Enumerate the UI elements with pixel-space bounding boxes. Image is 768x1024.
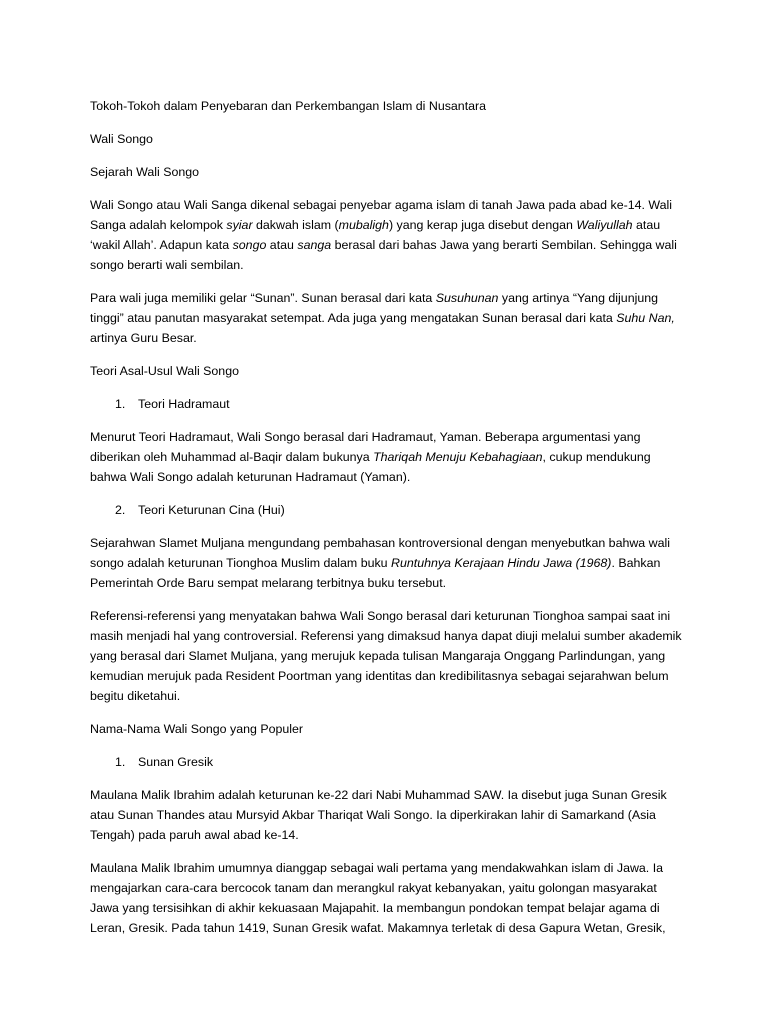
list-label: Teori Hadramaut	[138, 397, 230, 411]
text: dakwah islam (	[252, 218, 339, 232]
list-item-teori-hadramaut	[90, 394, 682, 414]
document-title: Tokoh-Tokoh dalam Penyebaran dan Perkembangan Islam di Nusantara	[90, 99, 487, 113]
italic-term: Susuhunan	[435, 291, 499, 305]
paragraph-intro	[90, 195, 682, 275]
heading-nama-nama: Nama-Nama Wali Songo yang Populer	[90, 722, 304, 736]
paragraph-referensi: Referensi-referensi yang menyatakan bahwa Wali Songo berasal dari keturunan Tionghoa sampai saat ini masih menjadi hal yang controversial. Referensi yang dimaksud hanya dapat diuji melalui sumber akademik yang berasal dari Slamet Muljana, yang merujuk kepada tulisan Mangaraja Onggang Parlindungan, yang kemudian merujuk pada Resident Poortman yang identitas dan kredibilitasnya sebagai sejarahwan belum begitu diketahui.	[90, 609, 682, 703]
heading-sejarah: Sejarah Wali Songo	[90, 165, 200, 179]
list-number: 1.	[115, 397, 126, 411]
list-label: Teori Keturunan Cina (Hui)	[138, 503, 285, 517]
list-label: Sunan Gresik	[138, 755, 214, 769]
list-number: 2.	[115, 503, 126, 517]
paragraph-sunan	[90, 288, 682, 348]
italic-term: songo	[232, 238, 267, 252]
text: Menurut Teori Hadramaut, Wali Songo berasal dari Hadramaut, Yaman. Beberapa argumentasi yang diberikan oleh Muhammad al-Baqir dalam bukunya	[90, 430, 641, 464]
text: atau	[266, 238, 298, 252]
text: Sejarahwan Slamet Muljana mengundang pembahasan kontroversional dengan menyebutkan bahwa wali songo adalah keturunan Tionghoa Muslim dalam buku	[90, 536, 670, 570]
paragraph-malik-ibrahim-dakwah: Maulana Malik Ibrahim umumnya dianggap sebagai wali pertama yang mendakwahkan islam di Jawa. Ia mengajarkan cara-cara bercocok tanam dan merangkul rakyat kebanyakan, yaitu golongan masyarakat Jawa yang tersisihkan di akhir kekuasaan Majapahit. Ia membangun pondokan tempat belajar agama di Leran, Gresik. Pada tahun 1419, Sunan Gresik wafat. Makamnya terletak di desa Gapura Wetan, Gresik,	[90, 861, 666, 935]
text: artinya Guru Besar.	[90, 331, 197, 345]
italic-term: Suhu Nan,	[616, 311, 675, 325]
list-item-teori-cina	[90, 500, 682, 520]
list-item-sunan-gresik	[90, 752, 682, 772]
paragraph-malik-ibrahim: Maulana Malik Ibrahim adalah keturunan ke-22 dari Nabi Muhammad SAW. Ia disebut juga Sunan Gresik atau Sunan Thandes atau Mursyid Akbar Thariqat Wali Songo. Ia diperkirakan lahir di Samarkand (Asia Tengah) pada paruh awal abad ke-14.	[90, 788, 667, 842]
paragraph-hadramaut	[90, 427, 682, 487]
heading-wali-songo: Wali Songo	[90, 132, 153, 146]
italic-term: sanga	[297, 238, 332, 252]
text: Wali Songo atau Wali Sanga dikenal sebagai penyebar agama islam di tanah Jawa pada abad ke-14. Wali Sanga adalah kelompok	[90, 198, 673, 232]
italic-term: syiar	[226, 218, 253, 232]
heading-teori: Teori Asal-Usul Wali Songo	[90, 364, 239, 378]
text: , cukup mendukung bahwa Wali Songo adalah keturunan Hadramaut (Yaman).	[90, 450, 651, 484]
text: atau ‘wakil Allah’. Adapun kata	[90, 218, 661, 252]
text: . Bahkan Pemerintah Orde Baru sempat melarang terbitnya buku tersebut.	[90, 556, 661, 590]
text: ) yang kerap juga disebut dengan	[388, 218, 577, 232]
italic-book-title: Runtuhnya Kerajaan Hindu Jawa (1968)	[391, 556, 612, 570]
text: berasal dari bahas Jawa yang berarti Sembilan. Sehingga wali songo berarti wali sembilan.	[90, 238, 677, 272]
text: yang artinya “Yang dijunjung tinggi” atau panutan masyarakat setempat. Ada juga yang mengatakan Sunan berasal dari kata	[90, 291, 659, 325]
text: Para wali juga memiliki gelar “Sunan”. Sunan berasal dari kata	[90, 291, 436, 305]
italic-book-title: Thariqah Menuju Kebahagiaan	[373, 450, 543, 464]
list-number: 1.	[115, 755, 126, 769]
italic-term: mubaligh	[338, 218, 389, 232]
italic-term: Waliyullah	[576, 218, 633, 232]
paragraph-muljana	[90, 533, 682, 593]
